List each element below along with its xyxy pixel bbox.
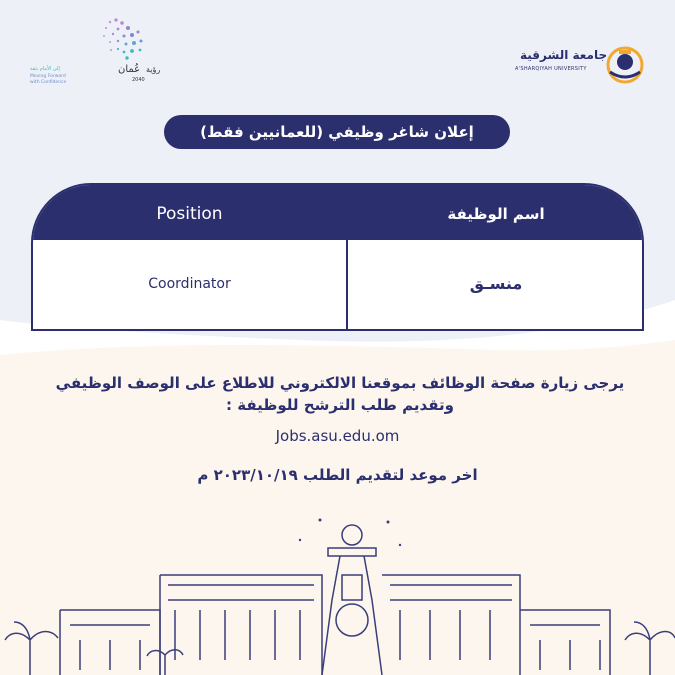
header-position-en: Position [156, 204, 223, 224]
svg-text:with Confidence: with Confidence [30, 80, 67, 85]
instructions-line-1: يرجى زيارة صفحة الوظائف بموقعنا الالكتروني للاطلاع على الوصف الوظيفي [55, 374, 625, 392]
header-position-ar: اسم الوظيفة [447, 205, 545, 223]
instructions [40, 372, 640, 416]
vacancy-banner: إعلان شاغر وظيفي (للعمانيين فقط) [164, 115, 510, 149]
svg-text:2040: 2040 [132, 77, 145, 83]
university-name-ar: جامعة الشرقية [520, 48, 608, 62]
svg-text:إلى الأمام بثقة: إلى الأمام بثقة [30, 66, 60, 72]
cell-position-ar: منسـق [469, 274, 523, 293]
svg-text:رؤية: رؤية [146, 65, 161, 74]
deadline-text: اخر موعد لتقديم الطلب ٢٠٢٣/١٠/١٩ م [197, 466, 478, 484]
svg-text:عُمان: عُمان [118, 64, 141, 75]
campus-skyline-illustration [0, 510, 675, 675]
instructions-line-2: وتقديم طلب الترشح للوظيفة : [226, 396, 454, 414]
oman-vision-2040-logo [28, 12, 188, 92]
position-table [31, 183, 644, 331]
svg-text:Moving Forward: Moving Forward [30, 74, 66, 79]
cell-position-en: Coordinator [148, 276, 231, 292]
university-name-en: A'SHARQIYAH UNIVERSITY [515, 66, 587, 72]
jobs-link[interactable]: Jobs.asu.edu.om [275, 427, 400, 445]
